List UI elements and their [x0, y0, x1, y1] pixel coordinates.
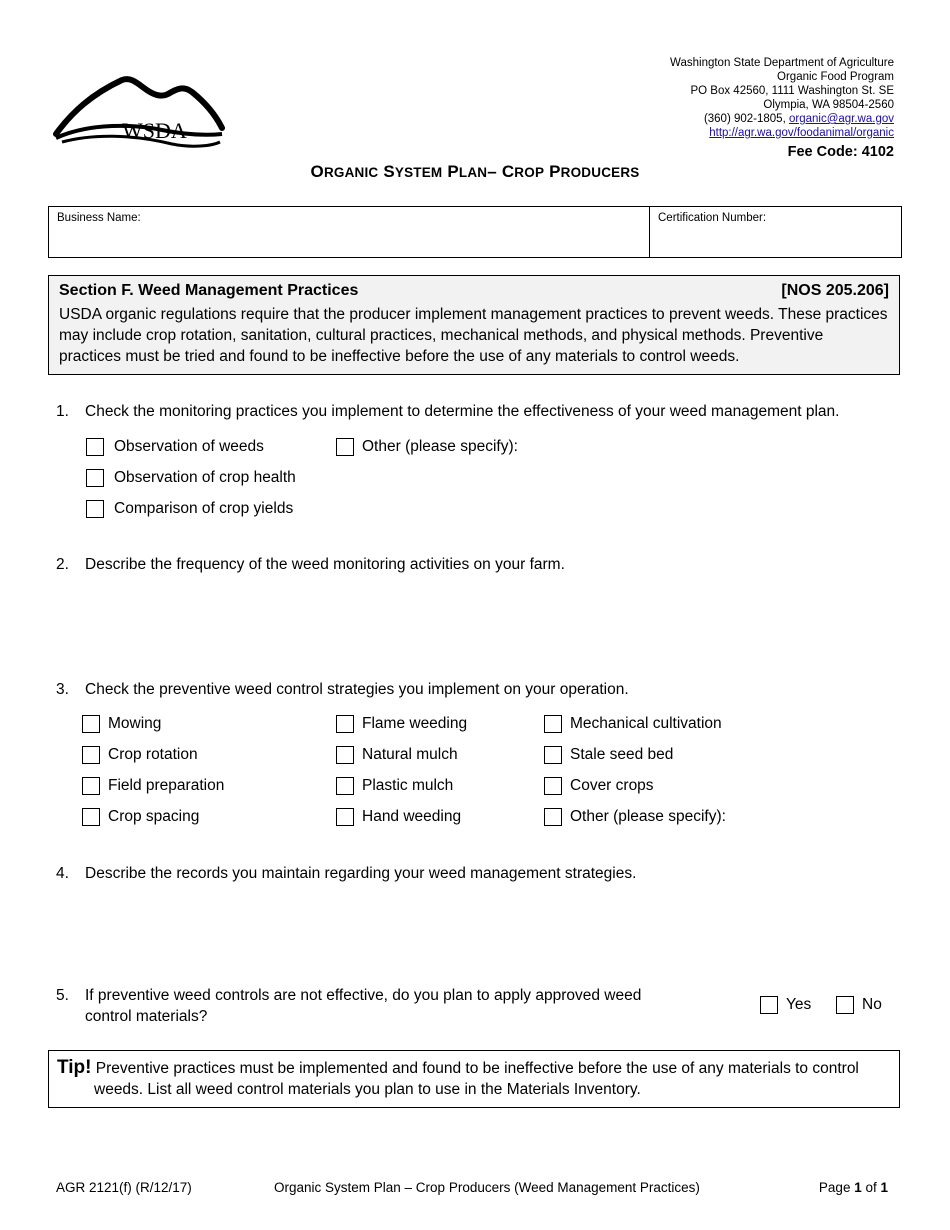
agency-program: Organic Food Program [777, 71, 894, 83]
question-4-text: Describe the records you maintain regarding your weed management strategies. [85, 865, 637, 882]
checkbox-icon[interactable] [760, 996, 778, 1014]
checkbox-icon[interactable] [82, 808, 100, 826]
checkbox-icon[interactable] [544, 777, 562, 795]
tip-box [48, 1050, 900, 1108]
agency-city: Olympia, WA 98504-2560 [763, 99, 894, 111]
checkbox-natural-mulch[interactable]: Natural mulch [336, 746, 458, 764]
checkbox-crop-rotation[interactable]: Crop rotation [82, 746, 198, 764]
agency-name: Washington State Department of Agriculture [670, 57, 894, 69]
checkbox-q3-other[interactable]: Other (please specify): [544, 808, 726, 826]
checkbox-q5-no[interactable]: No [836, 996, 882, 1014]
checkbox-observation-of-weeds[interactable]: Observation of weeds [86, 438, 264, 456]
section-intro: USDA organic regulations require that the producer implement management practices to prevent weeds. These practices may include crop rotation, sanitation, cultural practices, mechanical methods, and physical methods. Preventive practices must be tried and found to be ineffective before the use of any materials to control weeds. [59, 306, 888, 365]
agency-phone-line [670, 112, 894, 126]
checkbox-mowing[interactable]: Mowing [82, 715, 161, 733]
question-3-text: Check the preventive weed control strategies you implement on your operation. [85, 681, 629, 698]
checkbox-q5-yes[interactable]: Yes [760, 996, 811, 1014]
checkbox-icon[interactable] [82, 746, 100, 764]
page-title: ORGANIC SYSTEM PLAN– CROP PRODUCERS [310, 162, 640, 181]
checkbox-icon[interactable] [336, 715, 354, 733]
footer-form-id: AGR 2121(f) (R/12/17) [56, 1180, 192, 1195]
certification-number-cell [650, 207, 901, 257]
agency-address: PO Box 42560, 1111 Washington St. SE [690, 85, 894, 97]
question-5-text: If preventive weed controls are not effective, do you plan to apply approved weed control materials? [85, 987, 642, 1025]
checkbox-icon[interactable] [82, 715, 100, 733]
checkbox-field-preparation[interactable]: Field preparation [82, 777, 224, 795]
section-reference: [NOS 205.206] [781, 282, 889, 299]
question-4: 4. Describe the records you maintain regarding your weed management strategies. [56, 865, 637, 882]
checkbox-icon[interactable] [336, 746, 354, 764]
checkbox-stale-seed-bed[interactable]: Stale seed bed [544, 746, 673, 764]
footer-page-number: Page 1 of 1 [818, 1180, 888, 1195]
agency-contact [670, 56, 894, 140]
question-5: 5. If preventive weed controls are not effective, do you plan to apply approved weed control materials? [56, 985, 676, 1027]
question-1: 1. Check the monitoring practices you implement to determine the effectiveness of your weed management plan. [56, 403, 840, 420]
tip-line-2: weeds. List all weed control materials you plan to use in the Materials Inventory. [94, 1081, 641, 1098]
checkbox-icon[interactable] [86, 500, 104, 518]
checkbox-icon[interactable] [86, 438, 104, 456]
checkbox-icon[interactable] [836, 996, 854, 1014]
checkbox-crop-spacing[interactable]: Crop spacing [82, 808, 199, 826]
logo-text: WSDA [122, 118, 187, 143]
checkbox-icon[interactable] [544, 808, 562, 826]
agency-email-link[interactable]: organic@agr.wa.gov [788, 113, 894, 125]
footer-title: Organic System Plan – Crop Producers (Weed Management Practices) [274, 1180, 700, 1195]
business-info-box [48, 206, 902, 258]
checkbox-icon[interactable] [82, 777, 100, 795]
checkbox-icon[interactable] [336, 777, 354, 795]
checkbox-cover-crops[interactable]: Cover crops [544, 777, 654, 795]
certification-number-label: Certification Number: [658, 212, 767, 224]
business-name-cell [49, 207, 650, 257]
checkbox-icon[interactable] [86, 469, 104, 487]
checkbox-plastic-mulch[interactable]: Plastic mulch [336, 777, 453, 795]
fee-code: Fee Code: 4102 [787, 144, 894, 160]
checkbox-icon[interactable] [544, 746, 562, 764]
checkbox-hand-weeding[interactable]: Hand weeding [336, 808, 461, 826]
agency-url-link[interactable]: http://agr.wa.gov/foodanimal/organic [709, 127, 894, 139]
tip-line-1: Preventive practices must be implemented and found to be ineffective before the use of any materials to control [91, 1060, 859, 1077]
checkbox-flame-weeding[interactable]: Flame weeding [336, 715, 467, 733]
question-1-text: Check the monitoring practices you implement to determine the effectiveness of your weed management plan. [85, 403, 840, 420]
checkbox-icon[interactable] [544, 715, 562, 733]
wsda-logo [52, 72, 227, 152]
business-name-input[interactable] [57, 235, 641, 253]
section-f-box [48, 275, 900, 375]
question-2: 2. Describe the frequency of the weed monitoring activities on your farm. [56, 556, 565, 573]
checkbox-mechanical-cultivation[interactable]: Mechanical cultivation [544, 715, 722, 733]
agency-phone: (360) 902-1805, [703, 113, 789, 125]
business-name-label: Business Name: [57, 212, 141, 224]
checkbox-icon[interactable] [336, 808, 354, 826]
certification-number-input[interactable] [658, 235, 893, 253]
question-2-text: Describe the frequency of the weed monitoring activities on your farm. [85, 556, 565, 573]
tip-label: Tip! [57, 1057, 92, 1078]
checkbox-comparison-of-crop-yields[interactable]: Comparison of crop yields [86, 500, 293, 518]
section-heading: Section F. Weed Management Practices [59, 282, 359, 299]
checkbox-observation-of-crop-health[interactable]: Observation of crop health [86, 469, 296, 487]
question-3: 3. Check the preventive weed control strategies you implement on your operation. [56, 681, 629, 698]
checkbox-icon[interactable] [336, 438, 354, 456]
checkbox-q1-other[interactable]: Other (please specify): [336, 438, 518, 456]
